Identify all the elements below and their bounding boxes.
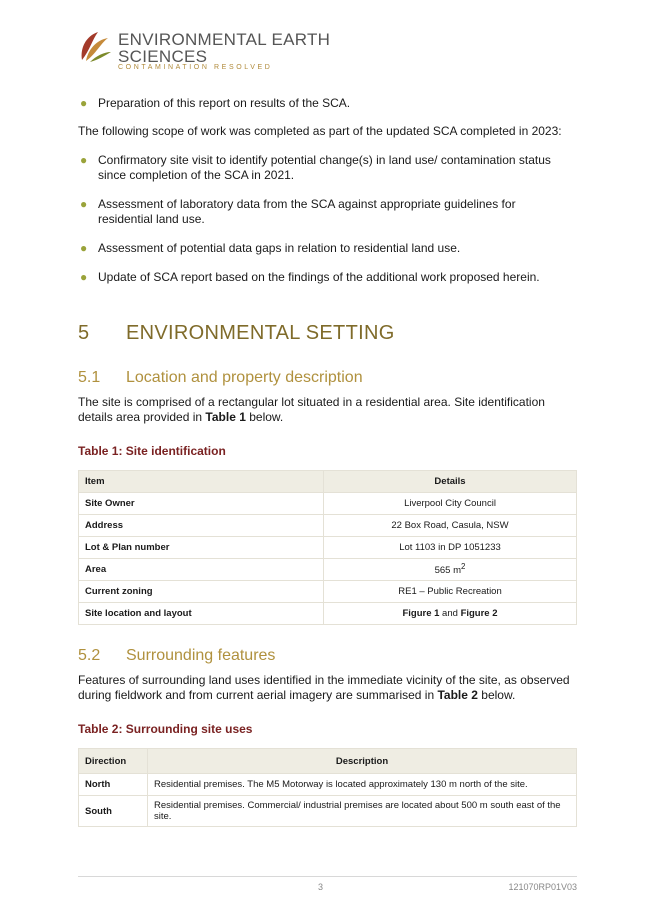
subsection-number: 5.2 [78,647,101,664]
surrounding-uses-table [78,748,577,827]
table-header-row [79,749,577,774]
subsection-title: Surrounding features [126,647,276,664]
column-header: Details [324,471,577,493]
table-ref: Table 1 [205,410,246,424]
logo-line2: SCIENCES [118,47,208,66]
logo-tagline: CONTAMINATION RESOLVED [118,64,273,71]
section-title: ENVIRONMENTAL SETTING [126,322,395,344]
table-row: Lot & Plan number Lot 1103 in DP 1051233 [79,537,577,559]
intro-paragraph: The following scope of work was completed as part of the updated SCA completed in 2023: [78,124,562,138]
table-row: Current zoning RE1 – Public Recreation [79,581,577,603]
subsection-number: 5.1 [78,369,101,386]
figure-ref: Figure 1 [402,608,440,619]
column-header: Description [148,749,577,774]
subsection-heading [78,369,363,387]
subsection-heading [78,647,275,665]
table-caption: Table 1: Site identification [78,444,226,458]
bullet-icon: ● [80,197,88,211]
table-row: Area 565 $m^2$ [79,559,577,581]
subsection-title: Location and property description [126,369,363,386]
paragraph: The site is comprised of a rectangular lot situated in a residential area. Site identification details area provided in Table 1 below. [78,395,545,424]
table-header-row [79,471,577,493]
footer-divider [78,876,577,877]
leaf-logo-icon [78,30,112,64]
section-heading [78,322,395,345]
paragraph: Features of surrounding land uses identified in the immediate vicinity of the site, as observed during fieldwork and from current aerial imagery are summarised in Table 2 below. [78,673,570,702]
document-reference: 121070RP01V03 [508,882,577,892]
bullet-icon: ● [80,270,88,284]
column-header: Item [79,471,324,493]
page-number: 3 [318,882,324,892]
bullet-icon: ● [80,241,88,255]
company-logo [78,28,338,72]
logo-line1: ENVIRONMENTAL EARTH [118,30,331,49]
section-number: 5 [78,322,90,344]
table-row: Site location and layout Figure 1 and Figure 2 [79,603,577,625]
table-caption: Table 2: Surrounding site uses [78,722,253,736]
table-row: South Residential premises. Commercial/ industrial premises are located about 500 m south east of the site. [79,796,577,827]
table-row: Address 22 Box Road, Casula, NSW [79,515,577,537]
table-row: North Residential premises. The M5 Motorway is located approximately 130 m north of the site. [79,774,577,796]
site-identification-table [78,470,577,625]
table-ref: Table 2 [437,688,478,702]
column-header: Direction [79,749,148,774]
table-row: Site Owner Liverpool City Council [79,493,577,515]
bullet-icon: ● [80,96,88,110]
bullet-icon: ● [80,153,88,167]
figure-ref: Figure 2 [460,608,498,619]
